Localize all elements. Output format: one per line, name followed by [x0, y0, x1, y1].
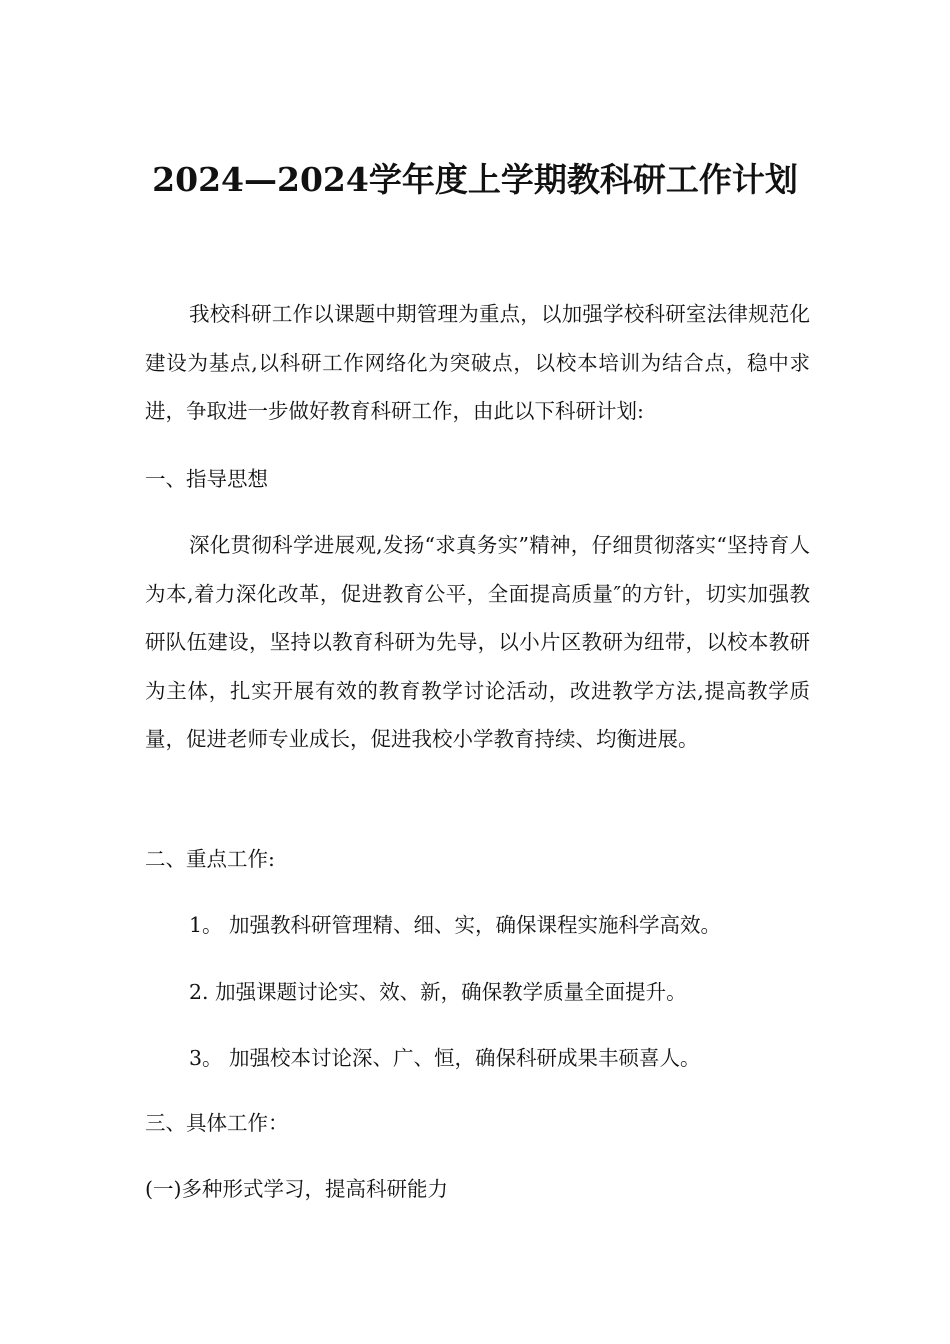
key-work-item: 1。 加强教科研管理精、细、实，确保课程实施科学高效。	[189, 913, 722, 937]
subsection-heading-study: (一)多种形式学习，提高科研能力	[145, 1177, 448, 1201]
intro-paragraph: 我校科研工作以课题中期管理为重点，以加强学校科研室法律规范化建设为基点,以科研工作网络化为突破点，以校本培训为结合点，稳中求进，争取进一步做好教育科研工作，由此以下科研计划:	[145, 302, 810, 423]
section-heading-guiding-ideology: 一、指导思想	[145, 467, 268, 491]
section-heading-specific-work: 三、具体工作：	[145, 1111, 289, 1135]
document-title: 2024—2024学年度上学期教科研工作计划	[152, 160, 798, 199]
guiding-ideology-paragraph: 深化贯彻科学进展观,发扬“求真务实”精神，仔细贯彻落实“坚持育人为本,着力深化改革，促进教育公平，全面提高质量″的方针，切实加强教研队伍建设，坚持以教育科研为先导，以小片区教研为纽带，以校本教研为主体，扎实开展有效的教育教学讨论活动，改进教学方法,提高教学质量，促进老师专业成长，促进我校小学教育持续、均衡进展。	[145, 533, 810, 751]
key-work-item: 3。 加强校本讨论深、广、恒，确保科研成果丰硕喜人。	[189, 1046, 701, 1070]
key-work-item: 2. 加强课题讨论实、效、新，确保教学质量全面提升。	[189, 980, 687, 1004]
section-heading-key-work: 二、重点工作:	[145, 847, 275, 871]
